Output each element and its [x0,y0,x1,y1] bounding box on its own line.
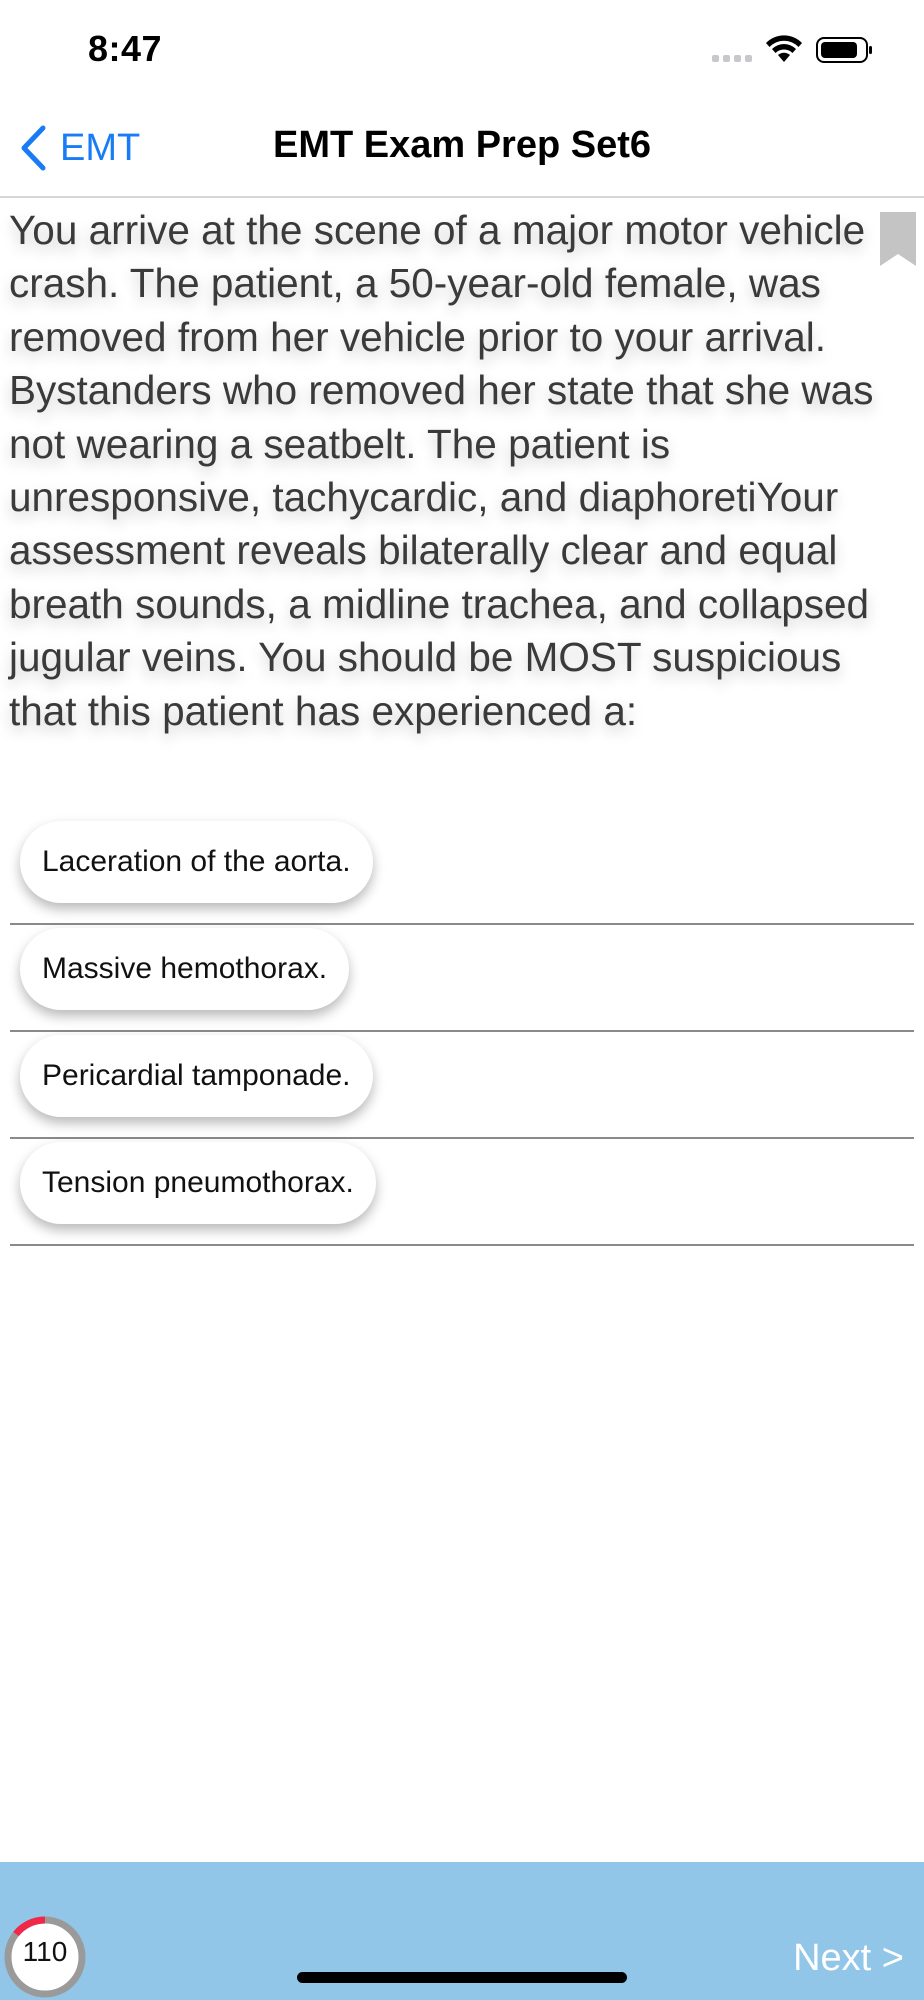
status-time: 8:47 [88,28,163,69]
bookmark-icon[interactable] [878,210,918,268]
navigation-bar [0,100,924,198]
question-number: 110 [22,1936,68,1967]
answer-list [10,818,914,1246]
answer-option-a[interactable]: Laceration of the aorta. [20,821,373,903]
cellular-signal-icon [712,55,752,62]
answer-row [10,1032,914,1139]
battery-icon [816,36,874,64]
answer-option-b[interactable]: Massive hemothorax. [20,928,349,1010]
status-bar [0,0,924,100]
answer-row [10,1139,914,1246]
answer-option-c[interactable]: Pericardial tamponade. [20,1035,373,1117]
answer-option-d[interactable]: Tension pneumothorax. [20,1142,376,1224]
answer-row [10,818,914,925]
back-button-label: EMT [60,126,141,169]
question-text: You arrive at the scene of a major motor vehicle crash. The patient, a 50-year-old female, was removed from her vehicle prior to your arrival. Bystanders who removed her state that she was not wearing a seatbelt. The patient is unresponsive, tachycardic, and diaphoretiYour assessment reveals bilaterally clear and equal breath sounds, a midline trachea, and collapsed jugular veins. You should be MOST suspicious that this patient has experienced a: [9,207,874,734]
answer-row [10,925,914,1032]
wifi-icon [764,34,804,64]
next-button[interactable]: Next > [793,1937,904,1979]
page-title: EMT Exam Prep Set6 [272,124,652,166]
home-indicator [297,1972,627,1983]
